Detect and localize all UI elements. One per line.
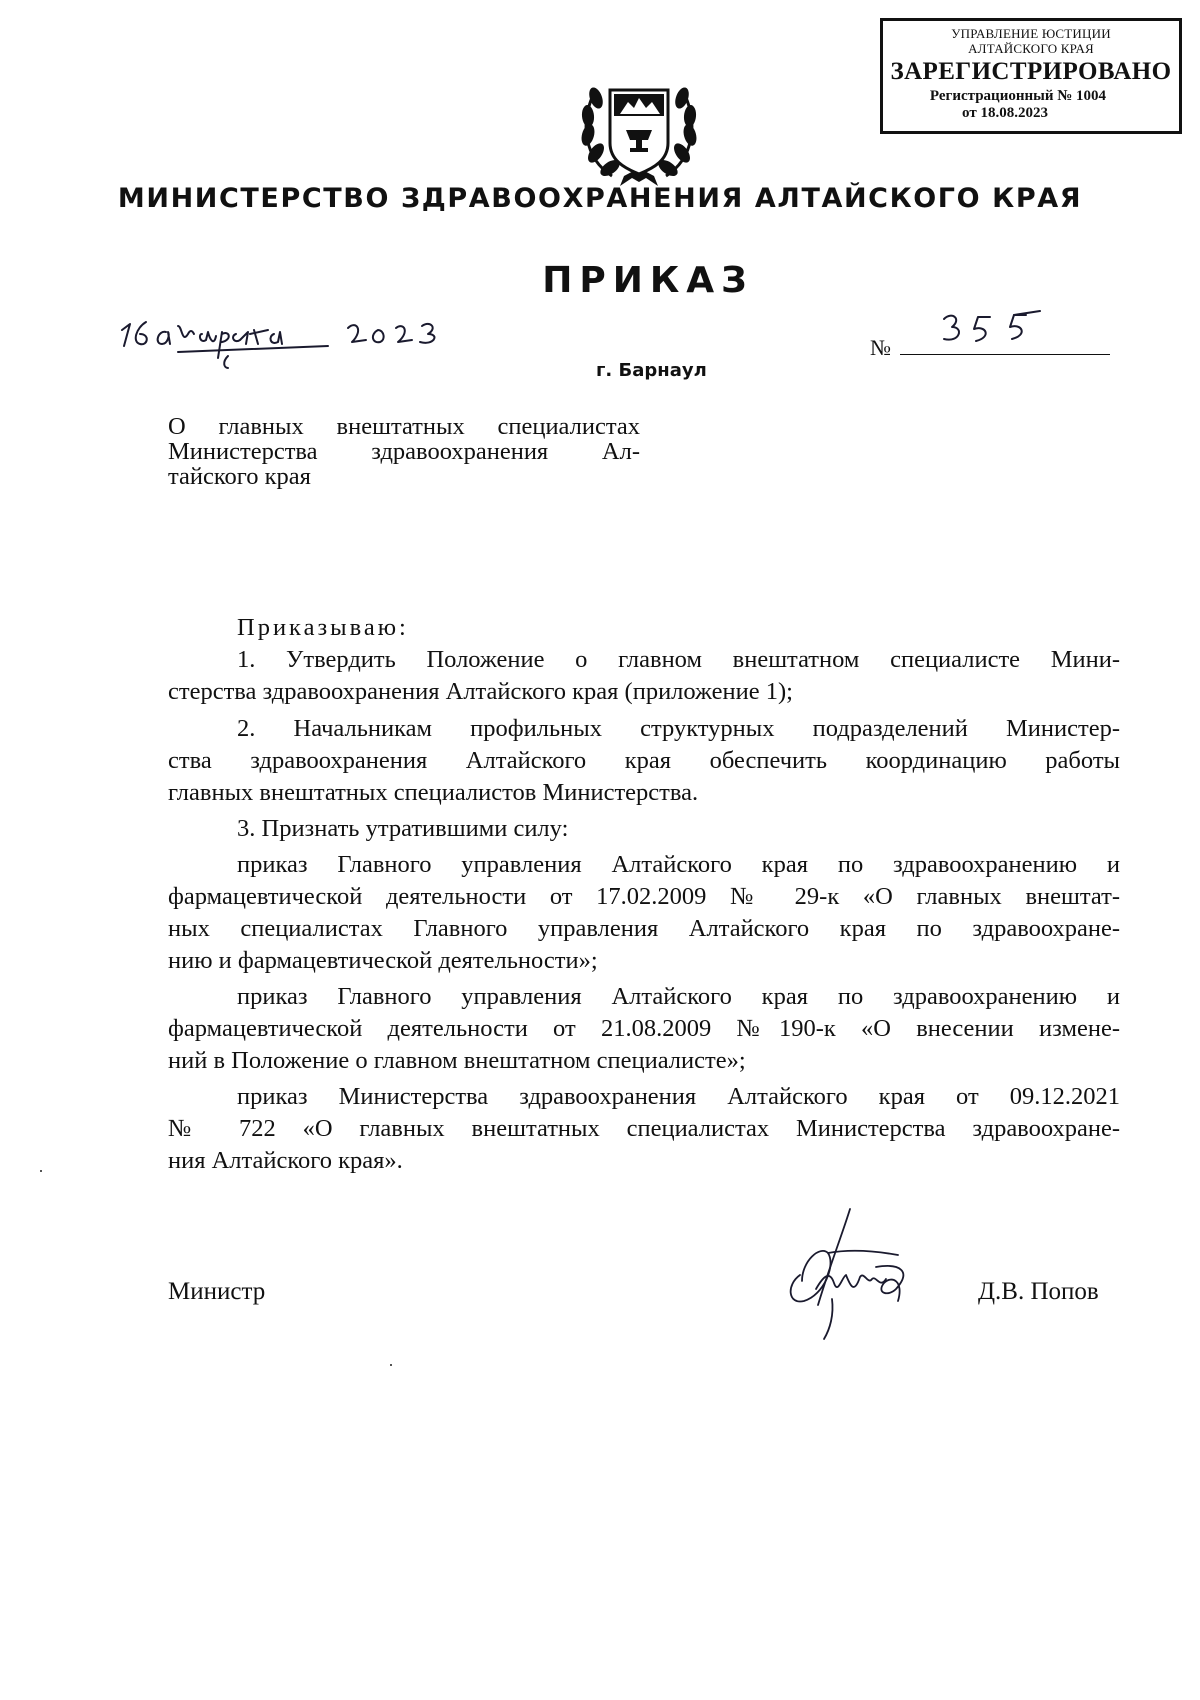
subject-line: Министерства здравоохранения Ал- <box>168 438 640 465</box>
order-number-label: № <box>870 335 891 360</box>
signatory-name: Д.В. Попов <box>978 1278 1099 1305</box>
handwritten-date <box>118 300 468 370</box>
stamp-org-line-1: УПРАВЛЕНИЕ ЮСТИЦИИ <box>951 26 1111 41</box>
body-line: фармацевтической деятельности от 21.08.2009 №190-к «О внесении измене- <box>168 1015 1120 1042</box>
altai-krai-coat-of-arms-icon <box>574 68 704 188</box>
order-number-underline <box>900 354 1110 355</box>
handwritten-date-text: 16 августа 2023 <box>118 300 125 301</box>
body-line: главных внештатных специалистов Министерства. <box>168 779 699 806</box>
handwritten-signature-icon <box>780 1205 930 1345</box>
body-line: приказ Главного управления Алтайского края по здравоохранению и <box>237 983 1120 1010</box>
stamp-reg-date: от 18.08.2023 <box>962 105 1048 121</box>
body-line: фармацевтической деятельности от 17.02.2009 № 29-к «О главных внештат- <box>168 883 1120 910</box>
stamp-reg-number: Регистрационный № 1004 <box>929 88 1107 104</box>
handwritten-order-number <box>930 305 1070 353</box>
body-line: стерства здравоохранения Алтайского края (приложение 1); <box>168 678 793 705</box>
body-line: № 722 «О главных внештатных специалистах Министерства здравоохране- <box>168 1115 1120 1142</box>
body-line: 3. Признать утратившими силу: <box>237 815 569 842</box>
subject-line: тайского края <box>168 463 311 490</box>
body-line: ний в Положение о главном внештатном специалисте»; <box>168 1047 746 1074</box>
body-line: 2. Начальникам профильных структурных подразделений Министер- <box>237 715 1120 742</box>
city: г. Барнаул <box>596 360 707 381</box>
order-word: Приказываю: <box>237 614 409 641</box>
handwritten-order-number-text: 355 <box>930 305 932 306</box>
body-line: ства здравоохранения Алтайского края обеспечить координацию работы <box>168 747 1120 774</box>
scan-speck <box>390 1364 392 1366</box>
scan-speck <box>40 1170 42 1172</box>
body-line: ния Алтайского края». <box>168 1147 403 1174</box>
signatory-title: Министр <box>168 1278 266 1305</box>
body-line: 1. Утвердить Положение о главном внештатном специалисте Мини- <box>237 646 1120 673</box>
document-type: ПРИКАЗ <box>542 260 754 301</box>
body-line: приказ Главного управления Алтайского края по здравоохранению и <box>237 851 1120 878</box>
subject-line: О главных внештатных специалистах <box>168 413 640 440</box>
body-line: нию и фармацевтической деятельности»; <box>168 947 598 974</box>
registration-stamp <box>880 18 1182 134</box>
order-subject <box>168 414 640 489</box>
body-line: ных специалистах Главного управления Алтайского края по здравоохране- <box>168 915 1120 942</box>
stamp-status: ЗАРЕГИСТРИРОВАНО <box>890 58 1172 85</box>
ministry-name: МИНИСТЕРСТВО ЗДРАВООХРАНЕНИЯ АЛТАЙСКОГО КРАЯ <box>117 183 1083 214</box>
body-line: приказ Министерства здравоохранения Алтайского края от 09.12.2021 <box>237 1083 1120 1110</box>
stamp-org-line-2: АЛТАЙСКОГО КРАЯ <box>968 41 1094 56</box>
